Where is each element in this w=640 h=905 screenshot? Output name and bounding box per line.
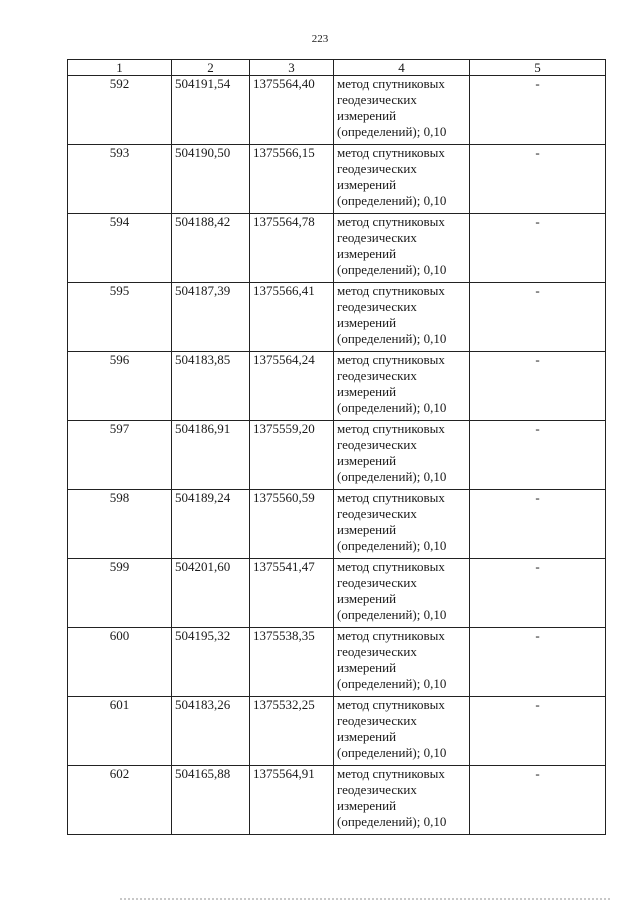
column-5-value: - (470, 145, 606, 214)
table-row (68, 145, 606, 214)
coordinate-x: 504189,24 (172, 490, 250, 559)
measurement-method: метод спутниковых геодезических измерений (определений); 0,10 (334, 628, 470, 697)
scan-artifact-line (120, 898, 610, 904)
table-row (68, 76, 606, 145)
measurement-method: метод спутниковых геодезических измерений (определений); 0,10 (334, 214, 470, 283)
column-header: 4 (334, 60, 470, 76)
table-header-row (68, 60, 606, 76)
measurement-method: метод спутниковых геодезических измерений (определений); 0,10 (334, 421, 470, 490)
column-5-value: - (470, 766, 606, 835)
column-5-value: - (470, 76, 606, 145)
coordinate-y: 1375532,25 (250, 697, 334, 766)
point-number: 592 (68, 76, 172, 145)
column-5-value: - (470, 628, 606, 697)
table-row (68, 283, 606, 352)
coordinate-y: 1375541,47 (250, 559, 334, 628)
measurement-method: метод спутниковых геодезических измерений (определений); 0,10 (334, 766, 470, 835)
point-number: 602 (68, 766, 172, 835)
measurement-method: метод спутниковых геодезических измерений (определений); 0,10 (334, 145, 470, 214)
coordinate-y: 1375560,59 (250, 490, 334, 559)
coordinate-x: 504191,54 (172, 76, 250, 145)
column-5-value: - (470, 352, 606, 421)
measurement-method: метод спутниковых геодезических измерений (определений); 0,10 (334, 352, 470, 421)
column-header: 3 (250, 60, 334, 76)
coordinate-x: 504201,60 (172, 559, 250, 628)
point-number: 594 (68, 214, 172, 283)
column-5-value: - (470, 697, 606, 766)
column-5-value: - (470, 490, 606, 559)
column-5-value: - (470, 421, 606, 490)
column-header: 5 (470, 60, 606, 76)
measurement-method: метод спутниковых геодезических измерений (определений); 0,10 (334, 76, 470, 145)
coordinate-y: 1375564,40 (250, 76, 334, 145)
coordinate-y: 1375564,24 (250, 352, 334, 421)
table-row (68, 628, 606, 697)
table-row (68, 766, 606, 835)
coordinate-x: 504187,39 (172, 283, 250, 352)
coordinate-x: 504183,85 (172, 352, 250, 421)
coordinate-x: 504188,42 (172, 214, 250, 283)
column-header: 2 (172, 60, 250, 76)
coordinate-x: 504190,50 (172, 145, 250, 214)
table-row (68, 559, 606, 628)
measurement-method: метод спутниковых геодезических измерений (определений); 0,10 (334, 490, 470, 559)
coordinate-y: 1375559,20 (250, 421, 334, 490)
table-row (68, 490, 606, 559)
coordinate-y: 1375566,15 (250, 145, 334, 214)
coordinate-y: 1375566,41 (250, 283, 334, 352)
measurement-method: метод спутниковых геодезических измерений (определений); 0,10 (334, 559, 470, 628)
coordinate-x: 504195,32 (172, 628, 250, 697)
measurement-method: метод спутниковых геодезических измерений (определений); 0,10 (334, 697, 470, 766)
table-row (68, 697, 606, 766)
column-header: 1 (68, 60, 172, 76)
coordinate-y: 1375564,91 (250, 766, 334, 835)
coordinate-y: 1375564,78 (250, 214, 334, 283)
column-5-value: - (470, 214, 606, 283)
table-row (68, 352, 606, 421)
coordinate-x: 504183,26 (172, 697, 250, 766)
coordinate-x: 504165,88 (172, 766, 250, 835)
coordinate-y: 1375538,35 (250, 628, 334, 697)
column-5-value: - (470, 283, 606, 352)
point-number: 593 (68, 145, 172, 214)
page-number: 223 (311, 33, 329, 45)
point-number: 599 (68, 559, 172, 628)
table-row (68, 214, 606, 283)
coordinate-x: 504186,91 (172, 421, 250, 490)
point-number: 596 (68, 352, 172, 421)
point-number: 595 (68, 283, 172, 352)
point-number: 598 (68, 490, 172, 559)
measurement-method: метод спутниковых геодезических измерений (определений); 0,10 (334, 283, 470, 352)
point-number: 601 (68, 697, 172, 766)
coordinates-table (67, 59, 606, 835)
point-number: 600 (68, 628, 172, 697)
table-row (68, 421, 606, 490)
column-5-value: - (470, 559, 606, 628)
point-number: 597 (68, 421, 172, 490)
